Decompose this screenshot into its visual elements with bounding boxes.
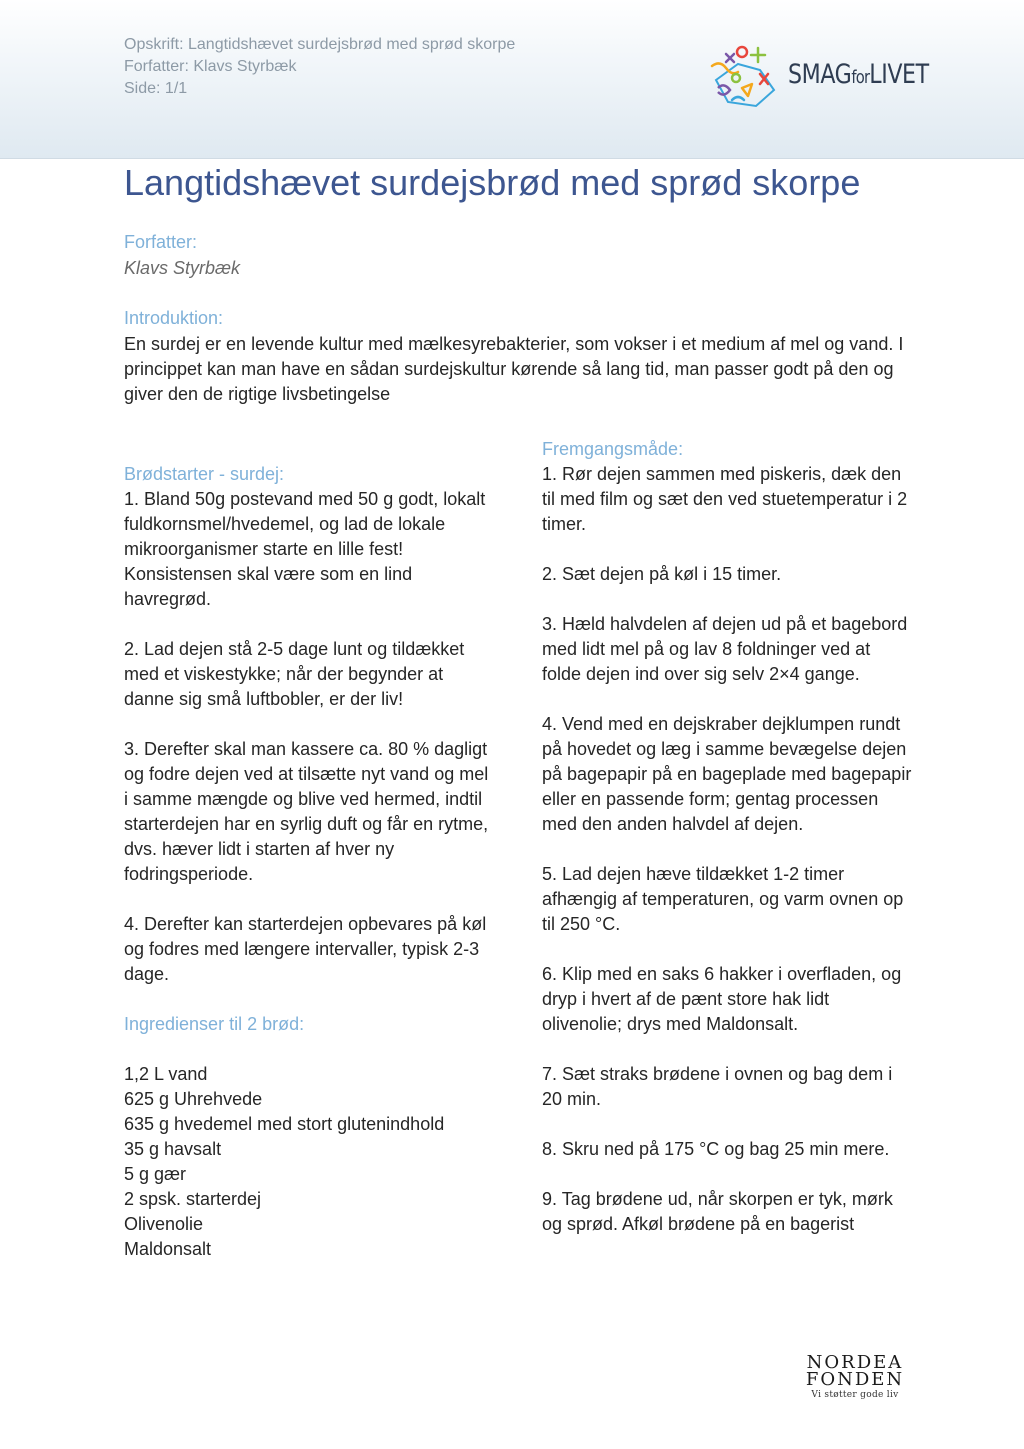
ingredient-item: 5 g gær (124, 1164, 187, 1184)
header-author-line: Forfatter: Klavs Styrbæk (124, 58, 297, 75)
header-meta (124, 34, 515, 100)
ingredient-item: 35 g havsalt (124, 1139, 222, 1159)
header-recipe-line: Opskrift: Langtidshævet surdejsbrød med sprød skorpe (124, 36, 516, 53)
method-step: 6. Klip med en saks 6 hakker i overfladen, og dryp i hvert af de pænt store hak lidt olivenolie; drys med Maldonsalt. (542, 964, 902, 1034)
starter-step: 2. Lad dejen stå 2-5 dage lunt og tildækket med et viskestykke; når der begynder at danne sig små luftbobler, er der liv! (124, 639, 465, 709)
ingredient-item: Olivenolie (124, 1214, 204, 1234)
starter-step: 4. Derefter kan starterdejen opbevares på køl og fodres med længere intervaller, typisk 2-3 dage. (124, 914, 487, 984)
smag-for-livet-icon (708, 44, 780, 110)
method-step: 5. Lad dejen hæve tildækket 1-2 timer afhængig af temperaturen, og varm ovnen op til 250 °C. (542, 864, 904, 934)
ingredients-list (124, 1062, 494, 1262)
method-step: 1. Rør dejen sammen med piskeris, dæk den til med film og sæt den ved stuetemperatur i 2 timer. (542, 464, 908, 534)
method-column (542, 437, 912, 1262)
starter-step: 1. Bland 50g postevand med 50 g godt, lokalt fuldkornsmel/hvedemel, og lad de lokale mikroorganismer starte en lille fest! Konsistensen skal være som en lind havregrød. (124, 489, 486, 609)
nordea-logo-line1: NORDEA (806, 1352, 904, 1373)
intro-text: En surdej er en levende kultur med mælkesyrebakterier, som vokser i et medium af mel og vand. I princippet kan man have en sådan surdejskultur kørende så lang tid, man passer godt på den og giver den de rigtige livsbetingelse (124, 334, 904, 404)
logo-word-livet: LIVET (869, 59, 929, 90)
starter-label: Brødstarter - surdej: (124, 464, 285, 484)
starter-column (124, 462, 494, 1262)
page-header (0, 0, 1024, 159)
nordea-fonden-logo (800, 1352, 910, 1408)
ingredient-item: 1,2 L vand (124, 1064, 208, 1084)
nordea-logo-line2: FONDEN (805, 1369, 905, 1390)
nordea-logo-tagline: Vi støtter gode liv (811, 1390, 899, 1400)
method-step: 4. Vend med en dejskraber dejklumpen rundt på hovedet og læg i samme bevægelse dejen på bagepapir på en bageplade med bagepapir eller en passende form; gentag processen med den anden halvdel af dejen. (542, 714, 912, 834)
author-label: Forfatter: (124, 232, 198, 252)
author-name: Klavs Styrbæk (124, 258, 241, 278)
logo-word-for: for (851, 67, 870, 88)
ingredient-item: Maldonsalt (124, 1239, 212, 1259)
header-page-line: Side: 1/1 (124, 80, 188, 97)
ingredient-item: 625 g Uhrehvede (124, 1089, 263, 1109)
ingredients-label: Ingredienser til 2 brød: (124, 1014, 305, 1034)
starter-step: 3. Derefter skal man kassere ca. 80 % dagligt og fodre dejen ved at tilsætte nyt vand og mel i samme mængde og blive ved hermed, indtil starterdejen har en syrlig duft og får en rytme, dvs. hæver lidt i starten af hver ny fodringsperiode. (124, 739, 489, 884)
logo-word-smag: SMAG (788, 59, 852, 90)
page-title: Langtidshævet surdejsbrød med sprød skorpe (124, 162, 861, 203)
method-label: Fremgangsmåde: (542, 439, 684, 459)
smag-for-livet-logo (708, 44, 948, 110)
method-step: 2. Sæt dejen på køl i 15 timer. (542, 564, 782, 584)
method-step: 8. Skru ned på 175 °C og bag 25 min mere. (542, 1139, 890, 1159)
method-step: 9. Tag brødene ud, når skorpen er tyk, mørk og sprød. Afkøl brødene på en bagerist (542, 1189, 893, 1234)
ingredient-item: 2 spsk. starterdej (124, 1189, 262, 1209)
method-step: 3. Hæld halvdelen af dejen ud på et bagebord med lidt mel på og lav 8 foldninger ved at folde dejen ind over sig selv 2×4 gange. (542, 614, 908, 684)
intro-label: Introduktion: (124, 308, 224, 328)
ingredient-item: 635 g hvedemel med stort glutenindhold (124, 1114, 445, 1134)
method-step: 7. Sæt straks brødene i ovnen og bag dem i 20 min. (542, 1064, 893, 1109)
logo-wordmark (788, 59, 929, 90)
